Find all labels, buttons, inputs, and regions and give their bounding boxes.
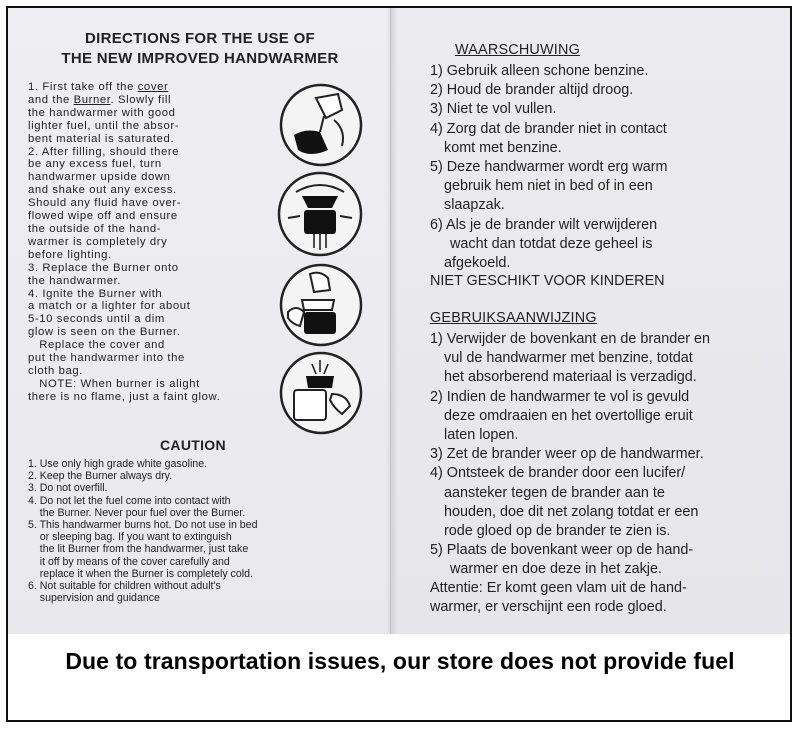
replace-burner-icon — [276, 260, 366, 350]
step-line: 3. Replace the Burner onto — [28, 261, 179, 274]
step-line: handwarmer upside down — [28, 171, 171, 184]
step-line: 5-10 seconds until a dim — [28, 313, 165, 326]
english-page — [8, 8, 391, 634]
step-line: glow is seen on the Burner. — [28, 326, 181, 339]
warning-line: gebruik hem niet in bed of in een — [444, 178, 653, 195]
step-line: the handwarmer with good — [28, 106, 176, 119]
step-line: Replace the cover and — [28, 339, 165, 352]
usage-line: deze omdraaien en het overtollige eruit — [444, 407, 693, 424]
fuel-can-pouring-icon — [276, 80, 366, 170]
step-line: Should any fluid have over- — [28, 197, 182, 210]
caution-list — [28, 458, 378, 604]
warning-line: 3) Niet te vol vullen. — [430, 101, 557, 118]
step-line: warmer is completely dry — [28, 235, 168, 248]
usage-line: 3) Zet de brander weer op de handwarmer. — [430, 446, 704, 463]
step-line: lighter fuel, until the absor- — [28, 119, 180, 132]
step-line: flowed wipe off and ensure — [28, 210, 178, 223]
usage-line: 1) Verwijder de bovenkant en de brander en — [430, 331, 711, 347]
step-line: before lighting. — [28, 248, 112, 261]
caution-line: replace it when the Burner is completely cold. — [28, 567, 253, 580]
step-line: put the handwarmer into the — [28, 352, 185, 365]
step-line: be any excess fuel, turn — [28, 158, 162, 171]
burner-underlined: Burner — [73, 93, 111, 106]
step-line: the handwarmer. — [28, 274, 122, 287]
step-line: the outside of the hand- — [28, 222, 162, 235]
warning-line: 2) Houd de brander altijd droog. — [430, 82, 634, 99]
usage-line: laten lopen. — [444, 427, 519, 444]
cover-underlined: cover — [137, 81, 169, 93]
warning-line: afgekoeld. — [444, 255, 511, 272]
usage-line: aansteker tegen de brander aan te — [444, 484, 665, 501]
step-line: cloth bag. — [28, 364, 83, 377]
warning-line: 4) Zorg dat de brander niet in contact — [430, 120, 667, 137]
step-line: 2. After filling, should there — [28, 145, 180, 158]
step-line: bent material is saturated. — [28, 132, 175, 145]
warning-line: slaapzak. — [444, 197, 505, 214]
step-line: 4. Ignite the Burner with — [28, 287, 163, 300]
attention-line-1: Attentie: Er komt geen vlam uit de hand- — [430, 580, 687, 596]
usage-line: 5) Plaats de bovenkant weer op de hand- — [430, 542, 694, 559]
warning-line: wacht dan totdat deze geheel is — [450, 235, 653, 252]
caution-line: 5. This handwarmer burns hot. Do not use in bed — [28, 519, 258, 532]
warning-list — [430, 62, 780, 273]
caution-line: 2. Keep the Burner always dry. — [28, 470, 173, 483]
warning-line: 6) Als je de brander wilt verwijderen — [430, 216, 658, 233]
usage-line: houden, doe dit net zolang totdat er een — [444, 503, 699, 520]
caution-line: 4. Do not let the fuel come into contact with — [28, 494, 231, 507]
usage-line: het absorberend materiaal is verzadigd. — [444, 369, 697, 386]
not-for-children-label: NIET GESCHIKT VOOR KINDEREN — [430, 273, 665, 289]
directions-title-line1: DIRECTIONS FOR THE USE OF — [84, 30, 315, 47]
caution-heading: CAUTION — [160, 437, 226, 453]
note-line: NOTE: When burner is alight — [28, 377, 200, 390]
caution-line: 6. Not suitable for children without adult's — [28, 580, 221, 593]
directions-title-line2: THE NEW IMPROVED HANDWARMER — [61, 50, 339, 67]
caution-line: or sleeping bag. If you want to extinguish — [28, 531, 232, 544]
usage-line: vul de handwarmer met benzine, totdat — [444, 350, 693, 367]
ignite-lighter-icon — [276, 348, 366, 438]
step1-first-line: 1. First take off the cover — [28, 81, 169, 93]
caution-line: supervision and guidance — [28, 592, 160, 605]
warning-heading: WAARSCHUWING — [455, 42, 580, 58]
step-line: a match or a lighter for about — [28, 300, 191, 313]
warning-line: komt met benzine. — [444, 139, 562, 156]
shake-upside-down-icon — [274, 168, 366, 260]
usage-line: 4) Ontsteek de brander door een lucifer/ — [430, 465, 686, 482]
usage-line: rode gloed op de brander te zien is. — [444, 523, 671, 540]
usage-heading: GEBRUIKSAANWIJZING — [430, 310, 597, 326]
warning-line: 5) Deze handwarmer wordt erg warm — [430, 159, 668, 176]
step1-second-line: and the Burner. Slowly fill — [28, 93, 172, 106]
caution-line: the Burner. Never pour fuel over the Burner. — [28, 506, 246, 519]
step-line: and shake out any excess. — [28, 184, 177, 197]
english-steps — [28, 81, 273, 404]
caution-line: 3. Do not overfill. — [28, 482, 108, 495]
fuel-notice-banner: Due to transportation issues, our store does not provide fuel — [65, 648, 735, 674]
caution-line: the lit Burner from the handwarmer, just take — [28, 543, 249, 556]
caution-line: 1. Use only high grade white gasoline. — [28, 458, 208, 470]
caution-line: it off by means of the cover carefully and — [28, 555, 230, 568]
usage-line: 2) Indien de handwarmer te vol is gevuld — [430, 388, 690, 405]
usage-list — [430, 330, 780, 580]
usage-line: warmer en doe deze in het zakje. — [450, 561, 662, 578]
page-fold-shadow — [386, 8, 398, 634]
attention-line-2: warmer, er verschijnt een rode gloed. — [430, 599, 667, 615]
note-line: there is no flame, just a faint glow. — [28, 390, 221, 403]
warning-line: 1) Gebruik alleen schone benzine. — [430, 63, 649, 79]
